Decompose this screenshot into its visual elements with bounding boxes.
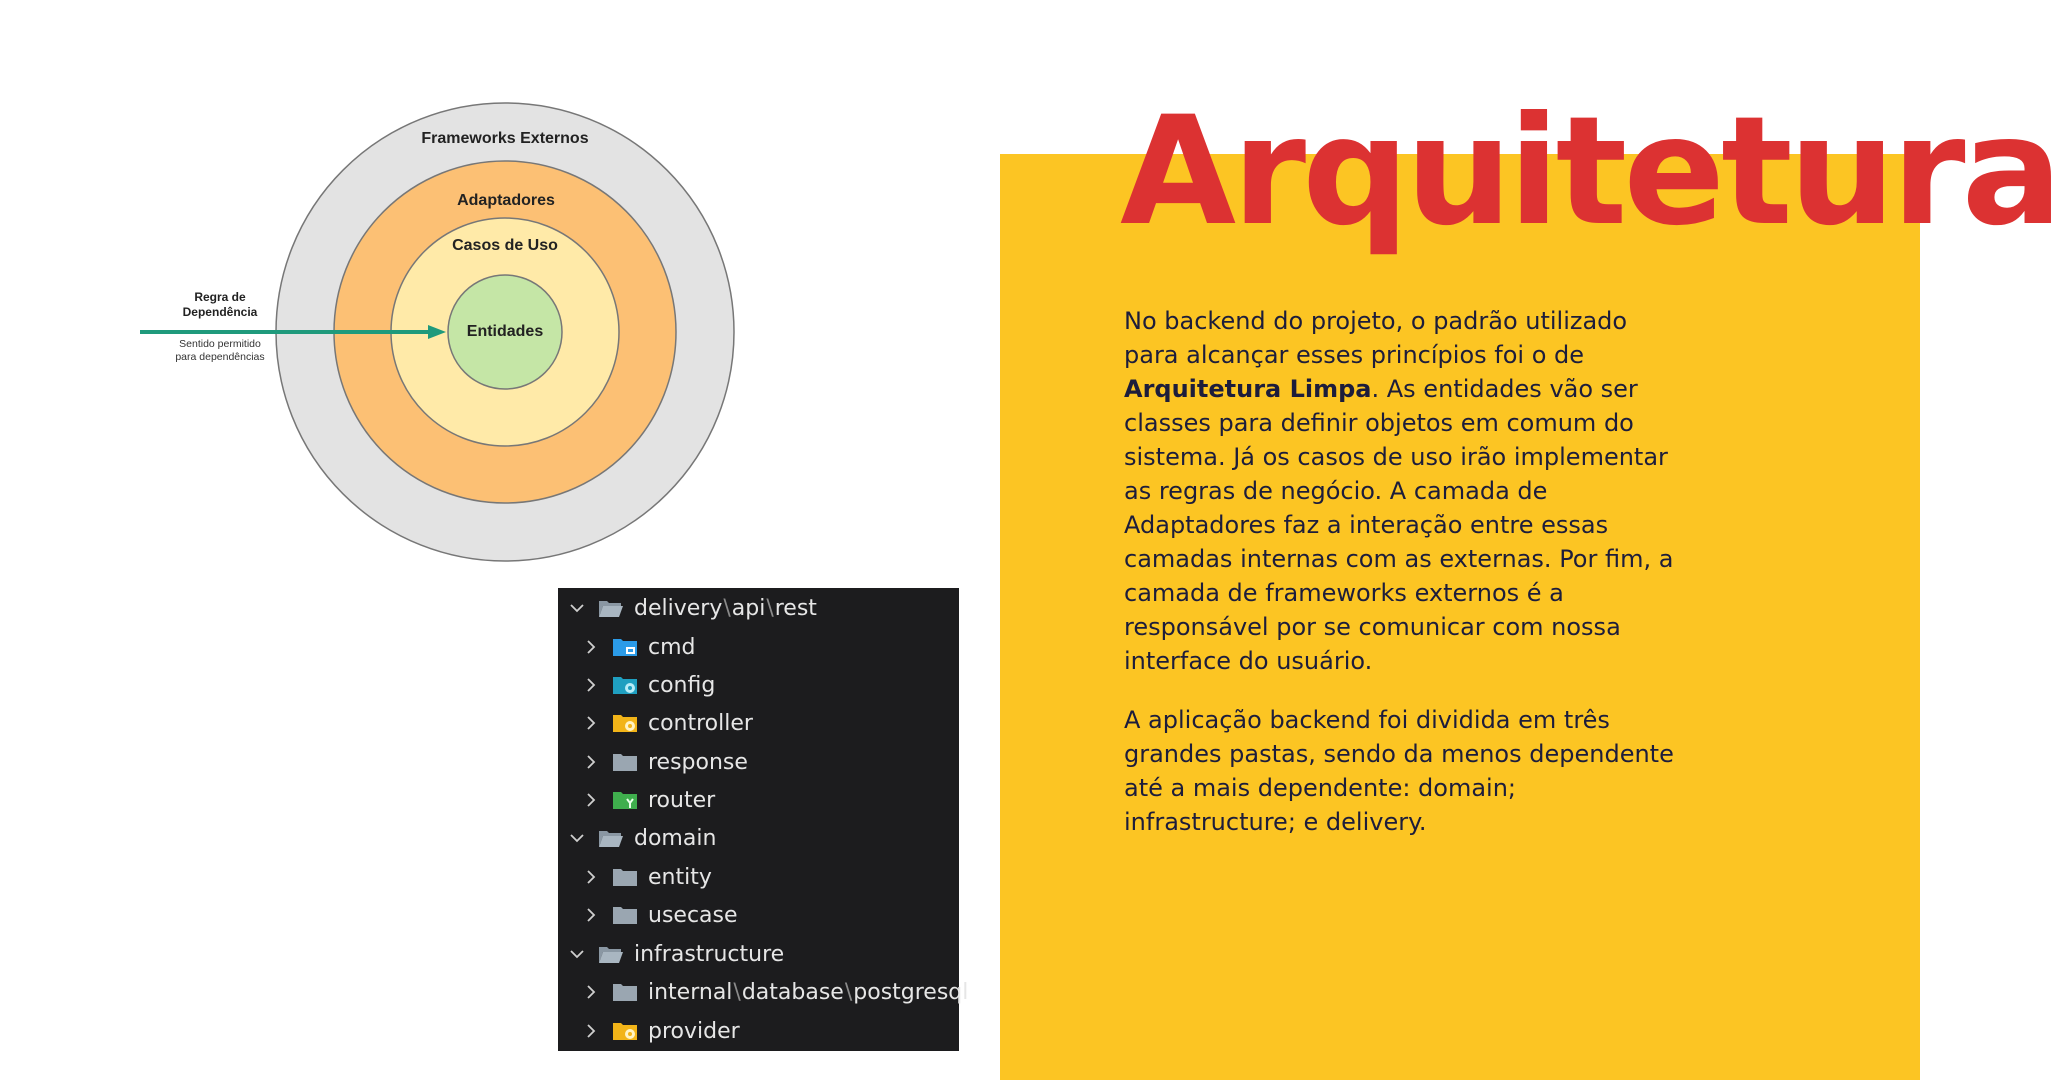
folder-router-icon [612, 789, 638, 811]
tree-folder-delivery[interactable] [558, 589, 969, 627]
body-text [1124, 304, 1684, 864]
paragraph-1-text-end: . As entidades vão ser classes para definir objetos em comum do sistema. Já os casos de uso irão implementar as regras de negócio. A camada de Adaptadores faz a interação entre essas camadas internas com as externas. Por fim, a camada de frameworks externos é a responsável por se comunicar com nossa interface do usuário. [1124, 375, 1674, 675]
page-title: Arquitetura [1120, 85, 2059, 259]
chevron-right-icon[interactable] [582, 983, 600, 1001]
label-adapters: Adaptadores [457, 192, 555, 209]
folder-label-infrastructure: infrastructure [634, 941, 785, 967]
delivery-part-2: api [731, 595, 766, 621]
chevron-down-icon[interactable] [568, 599, 586, 617]
chevron-right-icon[interactable] [582, 714, 600, 732]
chevron-right-icon[interactable] [582, 791, 600, 809]
path-separator: \ [844, 979, 853, 1005]
paragraph-1 [1124, 304, 1684, 678]
tree-folder-router[interactable] [558, 781, 983, 819]
chevron-right-icon[interactable] [582, 753, 600, 771]
tree-folder-entity[interactable] [558, 858, 983, 896]
chevron-right-icon[interactable] [582, 906, 600, 924]
path-separator: \ [766, 595, 774, 621]
label-rule-line1: Regra de [194, 290, 246, 304]
tree-folder-usecase[interactable] [558, 896, 983, 934]
folder-label-usecase: usecase [648, 902, 738, 928]
delivery-part-3: rest [774, 595, 817, 621]
folder-label-config: config [648, 672, 716, 698]
folder-provider-icon [612, 1020, 638, 1042]
folder-cmd-icon [612, 636, 638, 658]
label-frameworks: Frameworks Externos [421, 130, 589, 147]
folder-label-response: response [648, 749, 748, 775]
chevron-right-icon[interactable] [582, 1022, 600, 1040]
folder-label-controller: controller [648, 710, 753, 736]
folder-open-icon [598, 597, 624, 619]
path-separator: \ [733, 979, 741, 1005]
paragraph-2: A aplicação backend foi dividida em três grandes pastas, sendo da menos dependente até a mais dependente: domain; infrastructure; e delivery. [1124, 706, 1674, 836]
folder-icon [612, 751, 638, 773]
label-usecases: Casos de Uso [452, 237, 558, 254]
internal-part-2: database [741, 979, 844, 1005]
path-separator: \ [723, 595, 731, 621]
label-entities: Entidades [466, 323, 544, 340]
chevron-right-icon[interactable] [582, 638, 600, 656]
delivery-part-1: delivery [634, 595, 723, 621]
tree-folder-provider[interactable] [558, 1012, 983, 1050]
tree-folder-cmd[interactable] [558, 628, 983, 666]
chevron-down-icon[interactable] [568, 829, 586, 847]
file-explorer [558, 588, 969, 1051]
label-allowed-line1: Sentido permitido [179, 338, 261, 350]
folder-label-entity: entity [648, 864, 712, 890]
paragraph-1-text: No backend do projeto, o padrão utilizado para alcançar esses princípios foi o de [1124, 307, 1628, 369]
chevron-right-icon[interactable] [582, 676, 600, 694]
internal-part-1: internal [648, 979, 733, 1005]
folder-label-domain: domain [634, 825, 717, 851]
tree-folder-controller[interactable] [558, 704, 983, 742]
folder-controller-icon [612, 712, 638, 734]
folder-open-icon [598, 943, 624, 965]
internal-part-3: postgresql [853, 979, 969, 1005]
folder-icon [612, 981, 638, 1003]
folder-label-cmd: cmd [648, 634, 696, 660]
folder-label-router: router [648, 787, 716, 813]
folder-config-icon [612, 674, 638, 696]
tree-folder-response[interactable] [558, 743, 983, 781]
folder-label-provider: provider [648, 1018, 740, 1044]
tree-folder-config[interactable] [558, 666, 983, 704]
label-rule-line2: Dependência [182, 305, 258, 319]
folder-icon [612, 866, 638, 888]
folder-open-icon [598, 827, 624, 849]
tree-folder-infrastructure[interactable] [558, 935, 969, 973]
tree-folder-internal[interactable] [558, 973, 983, 1011]
paragraph-1-bold: Arquitetura Limpa [1124, 375, 1372, 403]
clean-architecture-diagram [130, 95, 750, 575]
chevron-right-icon[interactable] [582, 868, 600, 886]
tree-folder-domain[interactable] [558, 819, 969, 857]
folder-icon [612, 904, 638, 926]
label-allowed-line2: para dependências [175, 351, 265, 363]
chevron-down-icon[interactable] [568, 945, 586, 963]
